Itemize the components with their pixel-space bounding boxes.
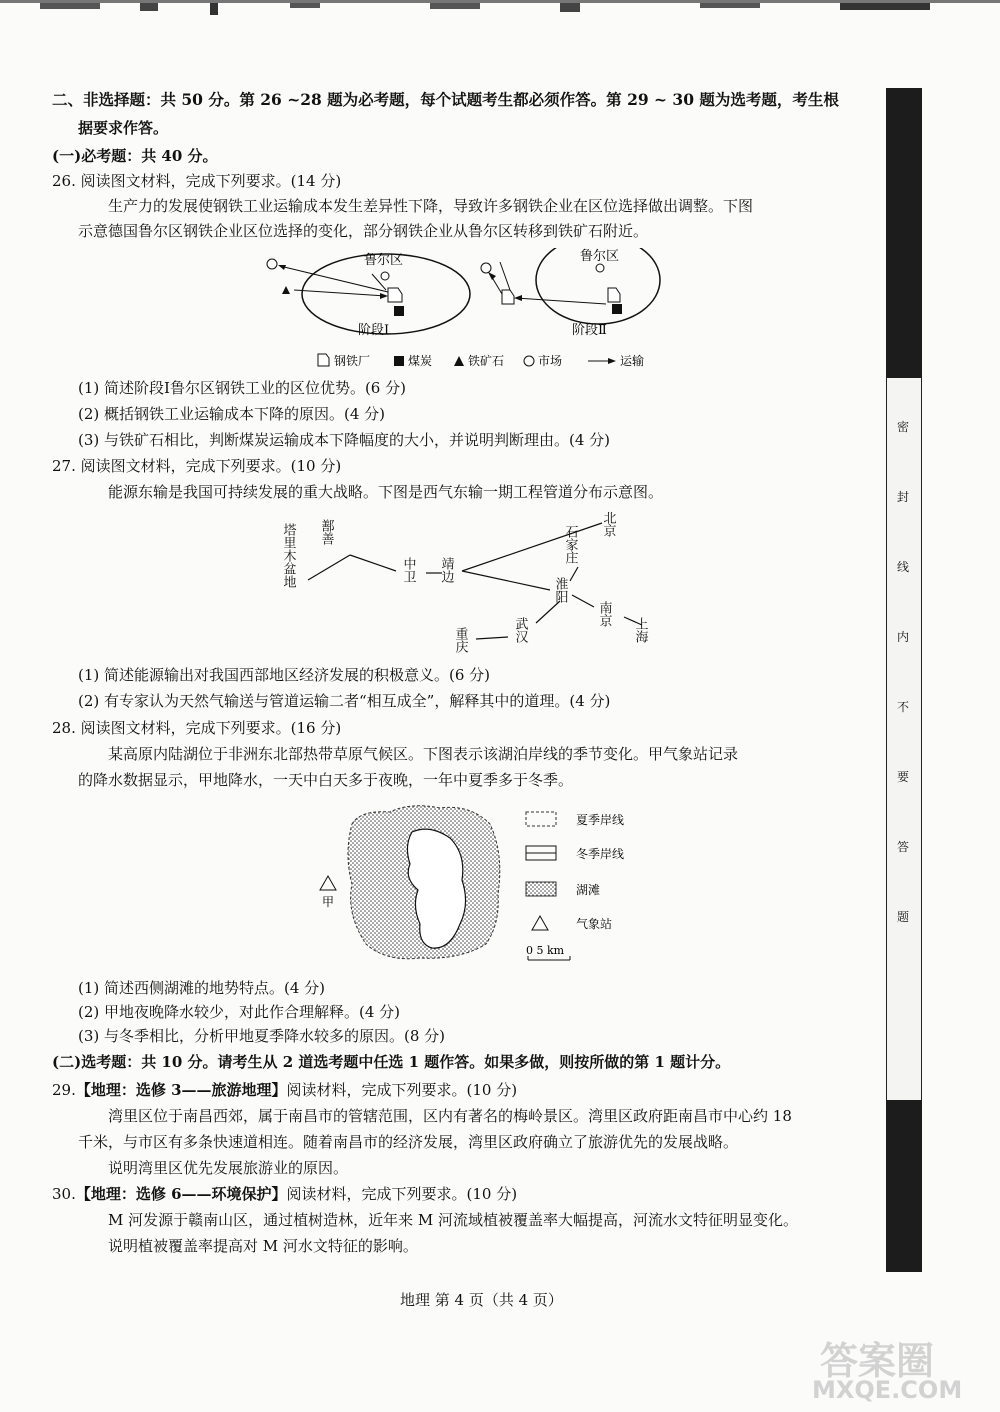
coal-icon-2 bbox=[612, 304, 622, 314]
coal-icon bbox=[394, 306, 404, 316]
q28-stem: 28. 阅读图文材料，完成下列要求。(16 分) bbox=[52, 719, 342, 737]
pipeline-lines bbox=[308, 523, 642, 639]
seal-char: 答 bbox=[897, 840, 910, 854]
figure-legend bbox=[318, 353, 644, 368]
svg-text:重庆: 重庆 bbox=[452, 627, 468, 653]
sidebar-black-top bbox=[886, 88, 922, 378]
weather-station-icon bbox=[320, 876, 336, 890]
svg-text:中卫: 中卫 bbox=[400, 557, 416, 583]
sidebar-seal-band bbox=[886, 378, 922, 1100]
station-label: 甲 bbox=[322, 895, 335, 909]
seal-char: 密 bbox=[897, 420, 910, 434]
seal-sidebar bbox=[886, 88, 922, 1272]
svg-text:塔里木盆地: 塔里木盆地 bbox=[280, 523, 296, 588]
stage1-region-label: 鲁尔区 bbox=[364, 253, 404, 268]
seal-char: 不 bbox=[897, 700, 910, 714]
q29-tag: 【地理：选修 3——旅游地理】 bbox=[75, 1081, 287, 1099]
seal-char: 要 bbox=[897, 770, 910, 784]
seal-char: 封 bbox=[897, 490, 910, 504]
q29-rest: 阅读材料，完成下列要求。(10 分) bbox=[286, 1081, 518, 1099]
q26-sub3: (3) 与铁矿石相比，判断煤炭运输成本下降幅度的大小，并说明判断理由。(4 分) bbox=[78, 431, 611, 449]
svg-text:南京: 南京 bbox=[596, 601, 612, 627]
section-heading: 二、非选择题：共 50 分。第 26 ~28 题为必考题，每个试题考生都必须作答。第 29 ~ 30 题为选考题，考生根 bbox=[52, 90, 839, 109]
lake-shoreline-figure bbox=[300, 794, 660, 972]
svg-text:湖滩: 湖滩 bbox=[576, 883, 601, 897]
scan-edge-marks bbox=[0, 0, 1000, 20]
svg-text:夏季岸线: 夏季岸线 bbox=[576, 813, 625, 827]
svg-text:靖边: 靖边 bbox=[438, 557, 454, 583]
q27-sub2: (2) 有专家认为天然气输送与管道运输二者“相互成全”，解释其中的道理。(4 分) bbox=[78, 692, 611, 710]
svg-text:北京: 北京 bbox=[600, 511, 616, 537]
stage2-diagram bbox=[481, 248, 660, 338]
svg-text:市场: 市场 bbox=[538, 354, 563, 368]
q28-sub3: (3) 与冬季相比，分析甲地夏季降水较多的原因。(8 分) bbox=[78, 1027, 446, 1045]
q29-para3: 说明湾里区优先发展旅游业的原因。 bbox=[108, 1159, 349, 1177]
seal-char: 线 bbox=[897, 560, 910, 574]
svg-text:冬季岸线: 冬季岸线 bbox=[576, 847, 625, 861]
q29-stem bbox=[52, 1080, 517, 1100]
lake-legend bbox=[526, 812, 624, 960]
q29-para1: 湾里区位于南昌西郊，属于南昌市的管辖范围，区内有著名的梅岭景区。湾里区政府距南昌市中心约 18 bbox=[108, 1107, 792, 1125]
q28-para2: 的降水数据显示，甲地降水，一天中白天多于夜晚，一年中夏季多于冬季。 bbox=[78, 771, 574, 789]
scale-bar-label: 0 5 km bbox=[526, 944, 565, 957]
steel-plant-icon bbox=[388, 288, 402, 302]
q26-para2: 示意德国鲁尔区钢铁企业区位选择的变化，部分钢铁企业从鲁尔区转移到铁矿石附近。 bbox=[78, 222, 649, 240]
q30-tag: 【地理：选修 6——环境保护】 bbox=[75, 1185, 287, 1203]
svg-text:气象站: 气象站 bbox=[576, 917, 613, 931]
q28-para1: 某高原内陆湖位于非洲东北部热带草原气候区。下图表示该湖泊岸线的季节变化。甲气象站记录 bbox=[108, 745, 739, 763]
q30-number: 30. bbox=[52, 1185, 76, 1203]
svg-text:石家庄: 石家庄 bbox=[562, 525, 578, 564]
svg-text:武汉: 武汉 bbox=[512, 617, 528, 643]
watermark-logo: 答案圈 bbox=[820, 1339, 935, 1383]
steel-plant-icon-2 bbox=[502, 290, 514, 304]
iron-ore-icon bbox=[282, 286, 290, 294]
q28-sub1: (1) 简述西侧湖滩的地势特点。(4 分) bbox=[78, 979, 326, 997]
page-footer: 地理 第 4 页（共 4 页） bbox=[400, 1291, 563, 1309]
q26-sub1: (1) 简述阶段Ⅰ鲁尔区钢铁工业的区位优势。(6 分) bbox=[78, 379, 406, 397]
ruhr-location-figure bbox=[260, 248, 680, 374]
q27-sub1: (1) 简述能源输出对我国西部地区经济发展的积极意义。(6 分) bbox=[78, 666, 491, 684]
q30-rest: 阅读材料，完成下列要求。(10 分) bbox=[286, 1185, 518, 1203]
svg-text:铁矿石: 铁矿石 bbox=[468, 354, 505, 368]
q27-para1: 能源东输是我国可持续发展的重大战略。下图是西气东输一期工程管道分布示意图。 bbox=[108, 483, 664, 501]
q29-number: 29. bbox=[52, 1081, 76, 1099]
svg-text:上海: 上海 bbox=[632, 617, 648, 643]
market-icon-2 bbox=[481, 263, 491, 273]
section-heading-cont: 据要求作答。 bbox=[78, 119, 169, 137]
market-icon bbox=[267, 259, 277, 269]
q30-stem bbox=[52, 1184, 517, 1204]
stage1-diagram bbox=[267, 253, 470, 338]
stage1-label: 阶段Ⅰ bbox=[358, 323, 390, 338]
seal-char: 内 bbox=[897, 630, 910, 644]
stage2-region-label: 鲁尔区 bbox=[580, 249, 620, 264]
seal-char: 题 bbox=[897, 910, 910, 924]
sidebar-black-bottom bbox=[886, 1100, 922, 1272]
q27-stem: 27. 阅读图文材料，完成下列要求。(10 分) bbox=[52, 457, 342, 475]
west-east-gas-map bbox=[280, 505, 670, 665]
required-heading: (一)必考题：共 40 分。 bbox=[52, 147, 218, 165]
q30-para1: M 河发源于赣南山区，通过植树造林，近年来 M 河流域植被覆盖率大幅提高，河流水文特征明显变化。 bbox=[108, 1211, 799, 1229]
city-labels bbox=[281, 511, 649, 653]
watermark-url: MXQE.COM bbox=[812, 1376, 963, 1404]
svg-text:淮阳: 淮阳 bbox=[552, 577, 568, 603]
stage2-label: 阶段Ⅱ bbox=[572, 323, 607, 338]
elective-heading: (二)选考题：共 10 分。请考生从 2 道选考题中任选 1 题作答。如果多做，则按所做的第 1 题计分。 bbox=[52, 1053, 731, 1071]
q26-para1: 生产力的发展使钢铁工业运输成本发生差异性下降，导致许多钢铁企业在区位选择做出调整。下图 bbox=[108, 197, 754, 215]
q28-sub2: (2) 甲地夜晚降水较少，对此作合理解释。(4 分) bbox=[78, 1003, 401, 1021]
q29-para2: 千米，与市区有多条快速道相连。随着南昌市的经济发展，湾里区政府确立了旅游优先的发展战略。 bbox=[78, 1133, 739, 1151]
svg-text:钢铁厂: 钢铁厂 bbox=[334, 354, 371, 368]
svg-text:运输: 运输 bbox=[620, 354, 645, 368]
q26-stem: 26. 阅读图文材料，完成下列要求。(14 分) bbox=[52, 172, 342, 190]
q30-para2: 说明植被覆盖率提高对 M 河水文特征的影响。 bbox=[108, 1237, 418, 1255]
q26-sub2: (2) 概括钢铁工业运输成本下降的原因。(4 分) bbox=[78, 405, 386, 423]
svg-text:鄯善: 鄯善 bbox=[318, 519, 334, 545]
svg-text:煤炭: 煤炭 bbox=[408, 354, 433, 368]
